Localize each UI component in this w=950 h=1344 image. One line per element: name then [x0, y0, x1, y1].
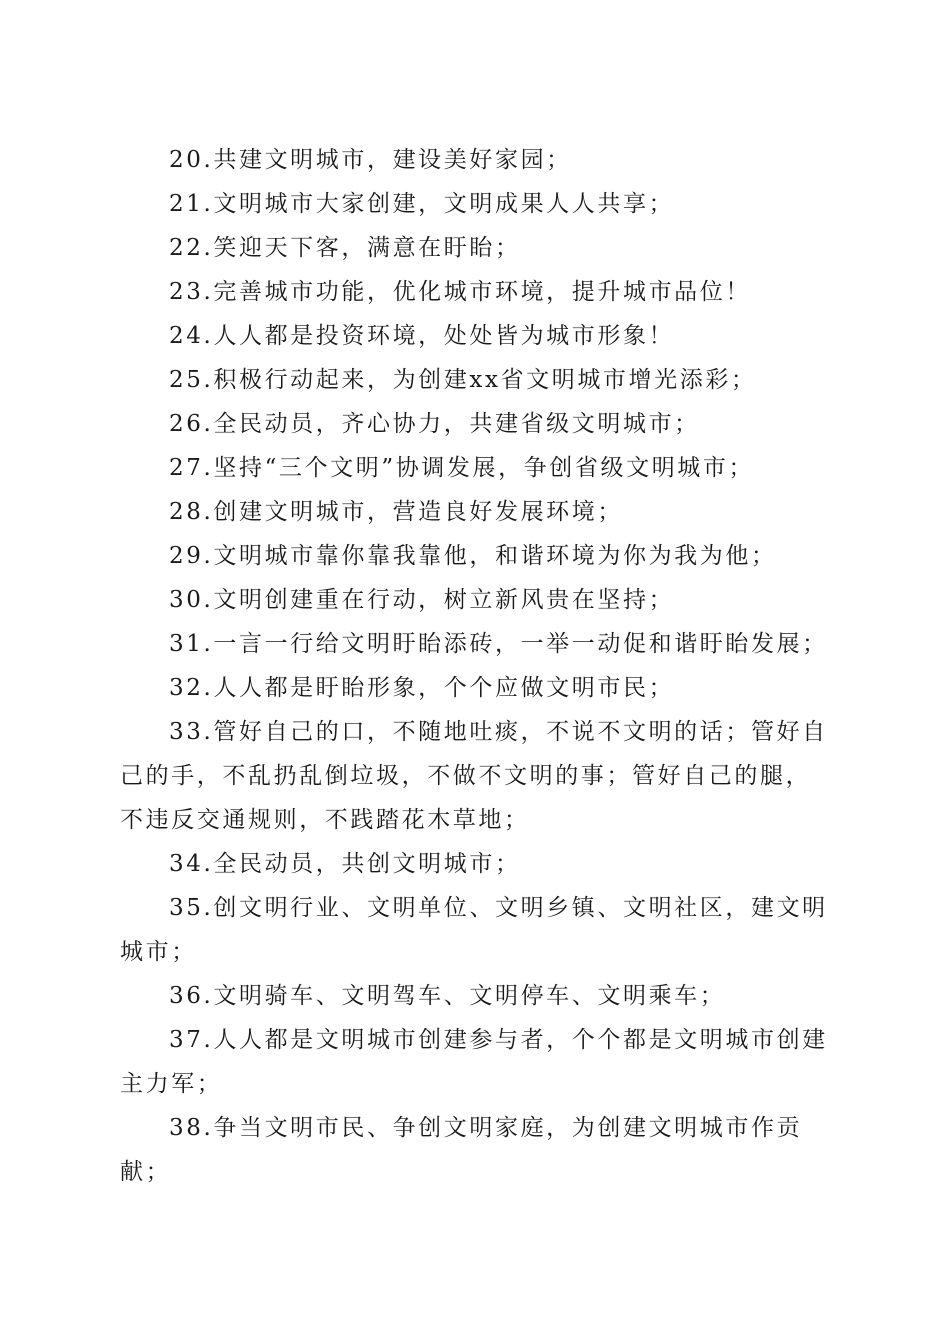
slogan-item-33: 33.管好自己的口，不随地吐痰，不说不文明的话；管好自己的手，不乱扔乱倒垃圾，不做不文明的事；管好自己的腿，不违反交通规则，不践踏花木草地； — [120, 719, 828, 833]
slogan-item-36: 36.文明骑车、文明驾车、文明停车、文明乘车； — [169, 983, 726, 1009]
slogan-item-35: 35.创文明行业、文明单位、文明乡镇、文明社区，建文明城市； — [120, 895, 828, 965]
slogan-item-30: 30.文明创建重在行动，树立新风贵在坚持； — [169, 587, 675, 613]
slogan-item-27: 27.坚持“三个文明”协调发展，争创省级文明城市； — [169, 455, 755, 481]
slogan-item-20: 20.共建文明城市，建设美好家园； — [169, 147, 572, 173]
slogan-item-32: 32.人人都是盱眙形象，个个应做文明市民； — [169, 675, 675, 701]
slogan-item-37: 37.人人都是文明城市创建参与者，个个都是文明城市创建主力军； — [120, 1027, 828, 1097]
slogan-item-23: 23.完善城市功能，优化城市环境，提升城市品位！ — [169, 279, 751, 305]
slogan-item-28: 28.创建文明城市，营造良好发展环境； — [169, 499, 623, 525]
slogan-item-26: 26.全民动员，齐心协力，共建省级文明城市； — [169, 411, 700, 437]
slogan-item-31: 31.一言一行给文明盱眙添砖，一举一动促和谐盱眙发展； — [169, 631, 828, 657]
slogan-item-34: 34.全民动员，共创文明城市； — [169, 851, 521, 877]
slogan-list — [120, 138, 832, 1194]
slogan-item-21: 21.文明城市大家创建，文明成果人人共享； — [169, 191, 675, 217]
slogan-item-22: 22.笑迎天下客，满意在盱眙； — [169, 235, 521, 261]
slogan-item-38: 38.争当文明市民、争创文明家庭，为创建文明城市作贡献； — [120, 1115, 803, 1185]
slogan-item-29: 29.文明城市靠你靠我靠他，和谐环境为你为我为他； — [169, 543, 777, 569]
slogan-item-25: 25.积极行动起来，为创建xx省文明城市增光添彩； — [169, 367, 757, 393]
slogan-item-24: 24.人人都是投资环境，处处皆为城市形象！ — [169, 323, 675, 349]
